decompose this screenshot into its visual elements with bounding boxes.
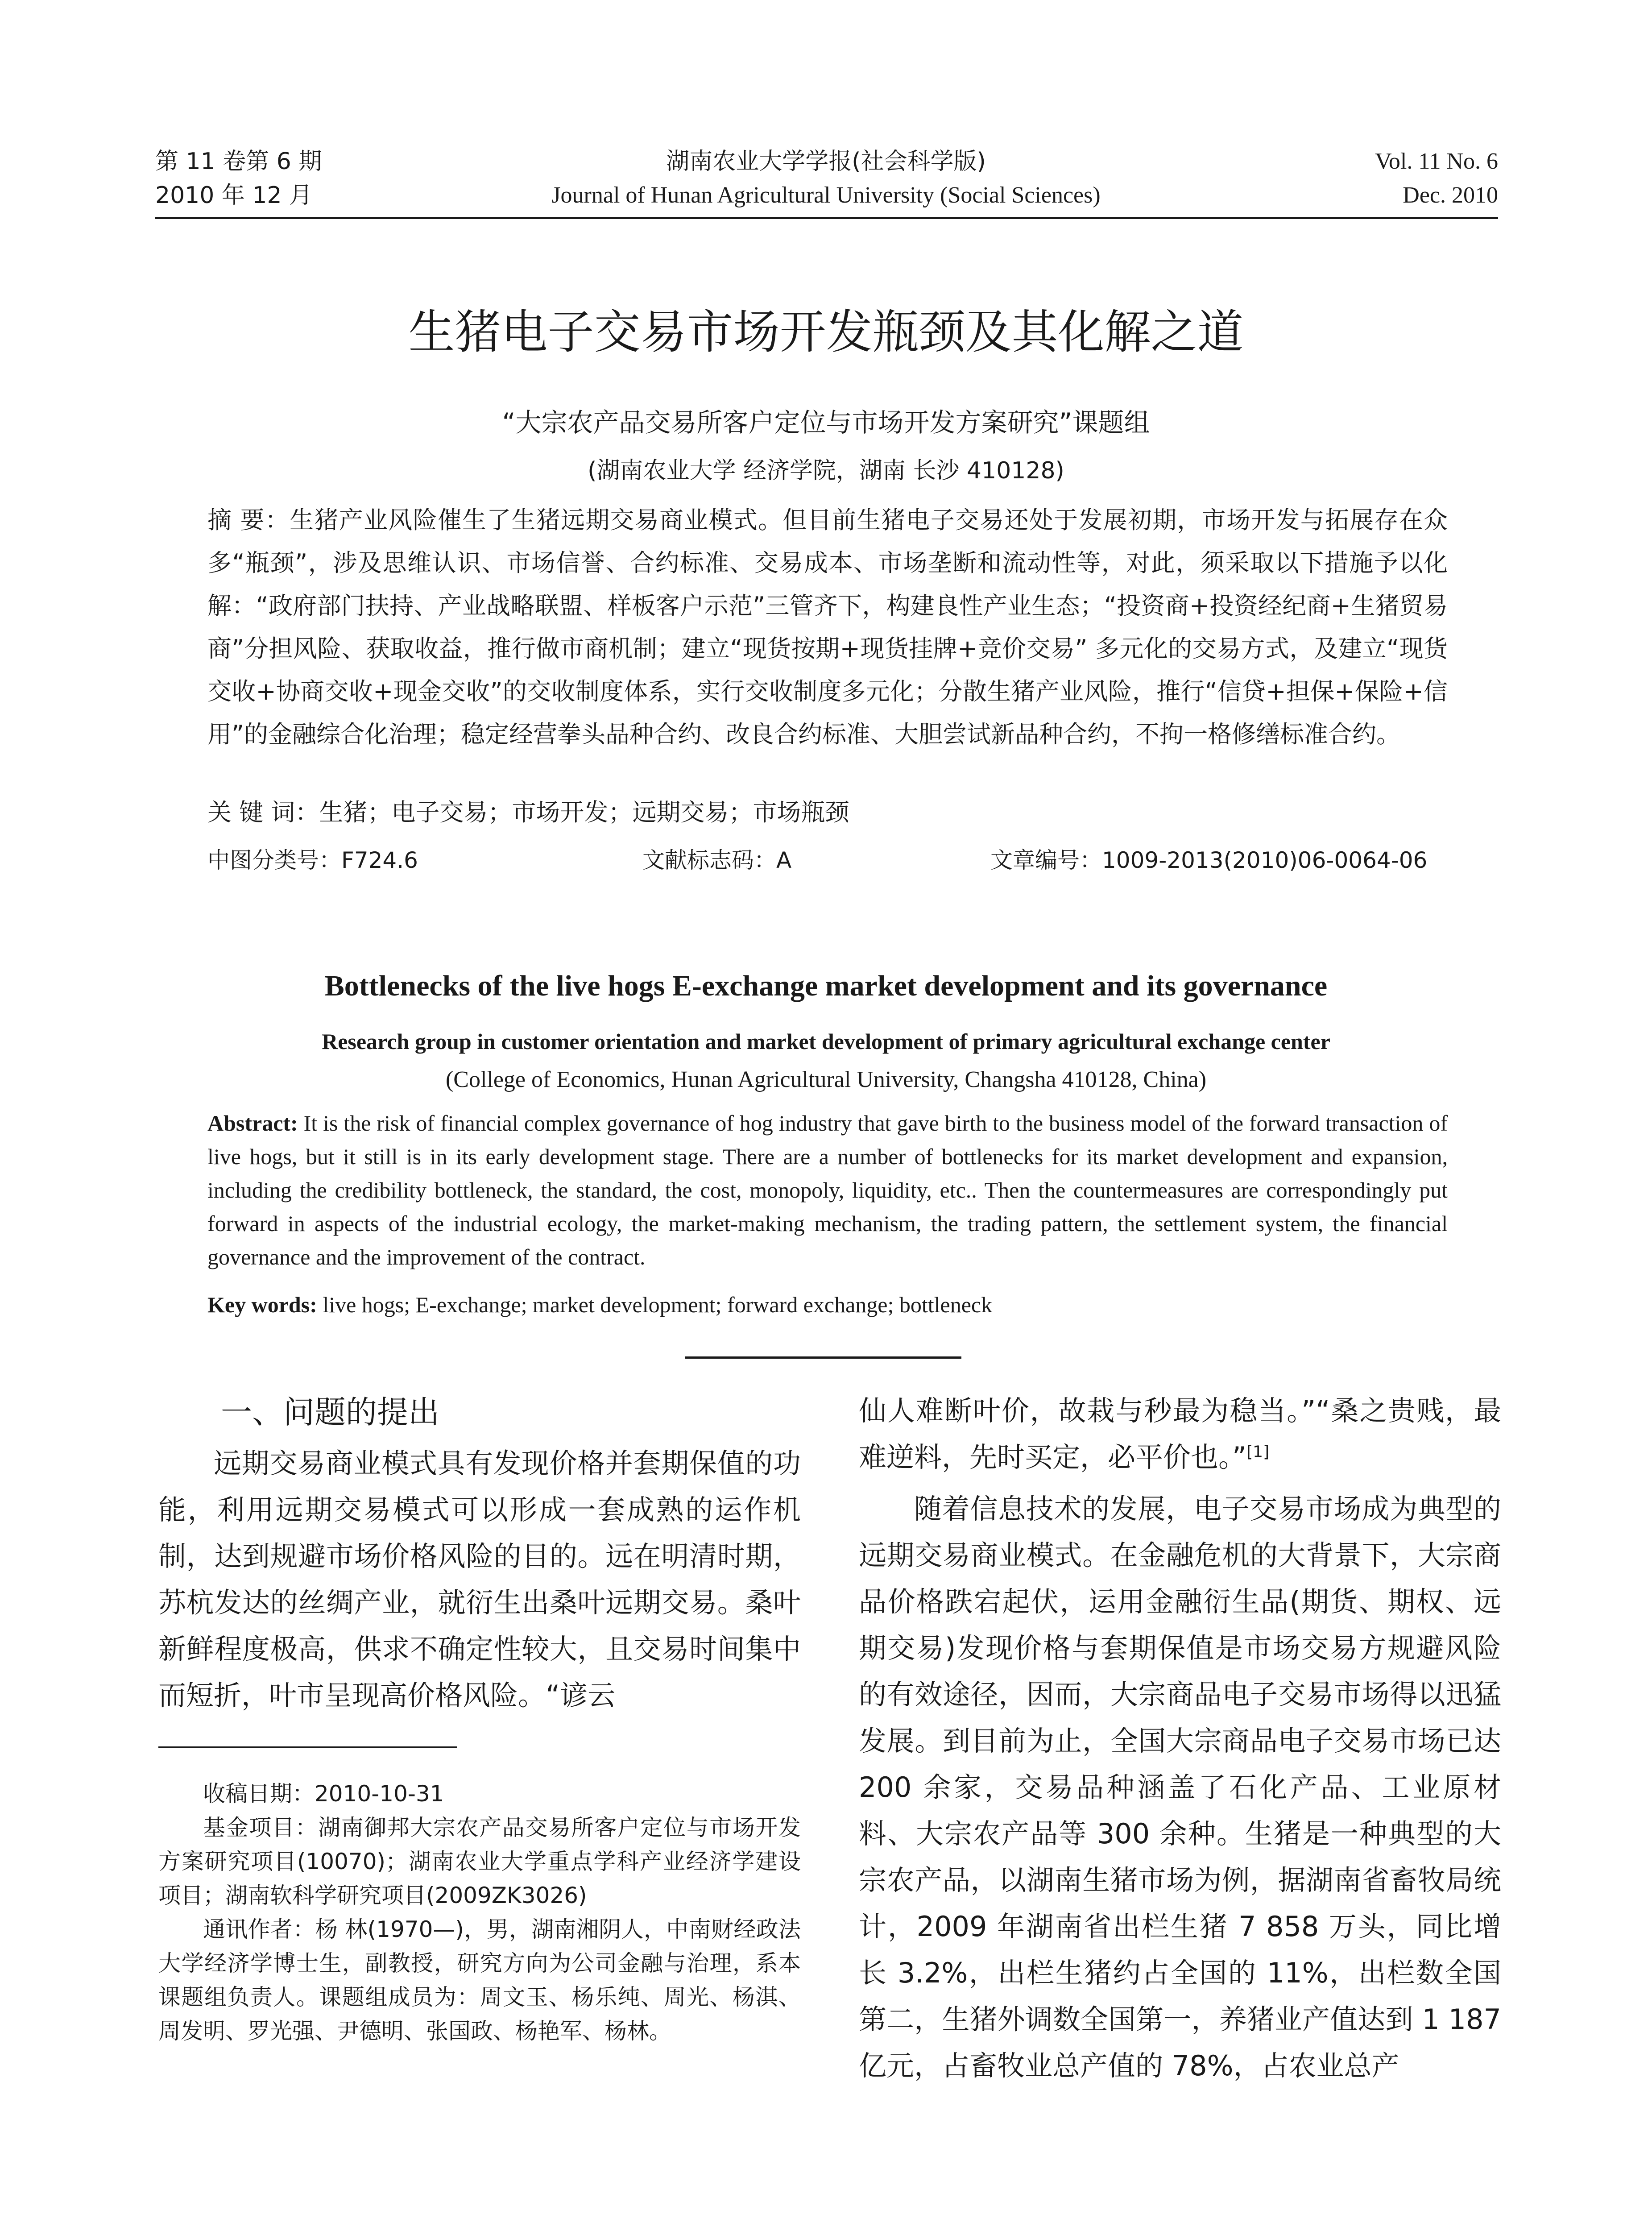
article-title-cn: 生猪电子交易市场开发瓶颈及其化解之道 — [408, 305, 1244, 359]
continuation-text: 仙人难断叶价，故栽与秒最为稳当。”“桑之贵贱，最难逆料，先时买定，必平价也。” — [859, 1394, 1501, 1473]
date-cn: 2010 年 12 月 — [155, 182, 313, 209]
footnote-rule — [158, 1746, 457, 1748]
article-title-en: Bottlenecks of the live hogs E-exchange market development and its governance — [324, 970, 1328, 1002]
citation-ref: [1] — [1246, 1443, 1270, 1461]
footnote-fund: 基金项目：湖南御邦大宗农产品交易所客户定位与市场开发方案研究项目(10070)；湖南农业大学重点学科产业经济学建设项目；湖南软科学研究项目(2009ZK3026) — [158, 1815, 801, 1908]
authors-cn: “大宗农产品交易所客户定位与市场开发方案研究”课题组 — [502, 407, 1150, 438]
footnote-received: 收稿日期：2010-10-31 — [203, 1781, 444, 1807]
article-number: 文章编号：1009-2013(2010)06-0064-06 — [990, 847, 1428, 873]
keywords-cn-label: 关 键 词： — [207, 798, 319, 826]
keywords-en — [207, 1288, 992, 1322]
abstract-en-text: It is the risk of financial complex governance of hog industry that gave birth to the business model of the forward transaction of live hogs, but it still is in its early development stage. There are a number of bottlenecks for its market development and expansion, including the credibility bottleneck, the standard, the cost, monopoly, liquidity, etc.. Then the countermeasures are correspondingly put forward in aspects of the industrial ecology, the market-making mechanism, the trading pattern, the settlement system, the financial governance and the improvement of the contract. — [207, 1111, 1448, 1269]
journal-title-cn: 湖南农业大学学报(社会科学版) — [666, 148, 986, 175]
authors-en: Research group in customer orientation and market development of primary agricultural exchange center — [322, 1029, 1330, 1054]
footnotes — [158, 1777, 801, 2048]
keywords-en-text: live hogs; E-exchange; market development; forward exchange; bottleneck — [323, 1292, 993, 1317]
document-code: 文献标志码：A — [642, 847, 792, 873]
section-heading: 一、问题的提出 — [221, 1394, 439, 1431]
right-col-continuation — [859, 1388, 1501, 1480]
date-en: Dec. 2010 — [1403, 182, 1498, 208]
keywords-cn — [207, 791, 849, 834]
affiliation-en: (College of Economics, Hunan Agricultural University, Changsha 410128, China) — [445, 1067, 1207, 1092]
volume-issue-cn: 第 11 卷第 6 期 — [155, 148, 322, 175]
clc-number: 中图分类号：F724.6 — [207, 847, 418, 873]
keywords-cn-text: 生猪；电子交易；市场开发；远期交易；市场瓶颈 — [319, 798, 849, 826]
journal-title-en: Journal of Hunan Agricultural University (Social Sciences) — [551, 182, 1101, 208]
volume-issue-en: Vol. 11 No. 6 — [1375, 149, 1498, 174]
affiliation-cn: (湖南农业大学 经济学院，湖南 长沙 410128) — [588, 457, 1064, 484]
abstract-en-label: Abstract: — [207, 1111, 298, 1136]
left-col-paragraph: 远期交易商业模式具有发现价格并套期保值的功能，利用远期交易模式可以形成一套成熟的运作机制，达到规避市场价格风险的目的。远在明清时期，苏杭发达的丝绸产业，就衍生出桑叶远期交易。桑叶新鲜程度极高，供求不确定性较大，且交易时间集中而短折，叶市呈现高价格风险。“谚云 — [158, 1447, 801, 1712]
abstract-cn-label: 摘 要： — [207, 506, 290, 534]
section-divider — [685, 1356, 961, 1359]
right-col-paragraph: 随着信息技术的发展，电子交易市场成为典型的远期交易商业模式。在金融危机的大背景下，大宗商品价格跌宕起伏，运用金融衍生品(期货、期权、远期交易)发现价格与套期保值是市场交易方规避风险的有效途径，因而，大宗商品电子交易市场得以迅猛发展。到目前为止，全国大宗商品电子交易市场已达 200 余家，交易品种涵盖了石化产品、工业原材料、大宗农产品等 300 余种。生猪是一种典型的大宗农产品，以湖南生猪市场为例，据湖南省畜牧局统计，2009 年湖南省出栏生猪 7 858 万头，同比增长 3.2%，出栏生猪约占全国的 11%，出栏数全国第二，生猪外调数全国第一，养猪业产值达到 1 187 亿元，占畜牧业总产值的 78%，占农业总产 — [859, 1493, 1501, 2082]
keywords-en-label: Key words: — [207, 1292, 317, 1317]
abstract-en — [207, 1107, 1448, 1274]
header-rule — [155, 217, 1498, 219]
abstract-cn — [207, 499, 1448, 756]
abstract-cn-text: 生猪产业风险催生了生猪远期交易商业模式。但目前生猪电子交易还处于发展初期，市场开发与拓展存在众多“瓶颈”，涉及思维认识、市场信誉、合约标准、交易成本、市场垄断和流动性等，对此，须采取以下措施予以化解：“政府部门扶持、产业战略联盟、样板客户示范”三管齐下，构建良性产业生态；“投资商+投资经纪商+生猪贸易商”分担风险、获取收益，推行做市商机制；建立“现货按期+现货挂牌+竞价交易” 多元化的交易方式，及建立“现货交收+协商交收+现金交收”的交收制度体系，实行交收制度多元化；分散生猪产业风险，推行“信贷+担保+保险+信用”的金融综合化治理；稳定经营拳头品种合约、改良合约标准、大胆尝试新品种合约，不拘一格修缮标准合约。 — [207, 506, 1448, 748]
footnote-author: 通讯作者：杨 林(1970—)，男，湖南湘阴人，中南财经政法大学经济学博士生，副教授，研究方向为公司金融与治理，系本课题组负责人。课题组成员为：周文玉、杨乐纯、周光、杨淇、周发明、罗光强、尹德明、张国政、杨艳军、杨林。 — [158, 1916, 801, 2044]
